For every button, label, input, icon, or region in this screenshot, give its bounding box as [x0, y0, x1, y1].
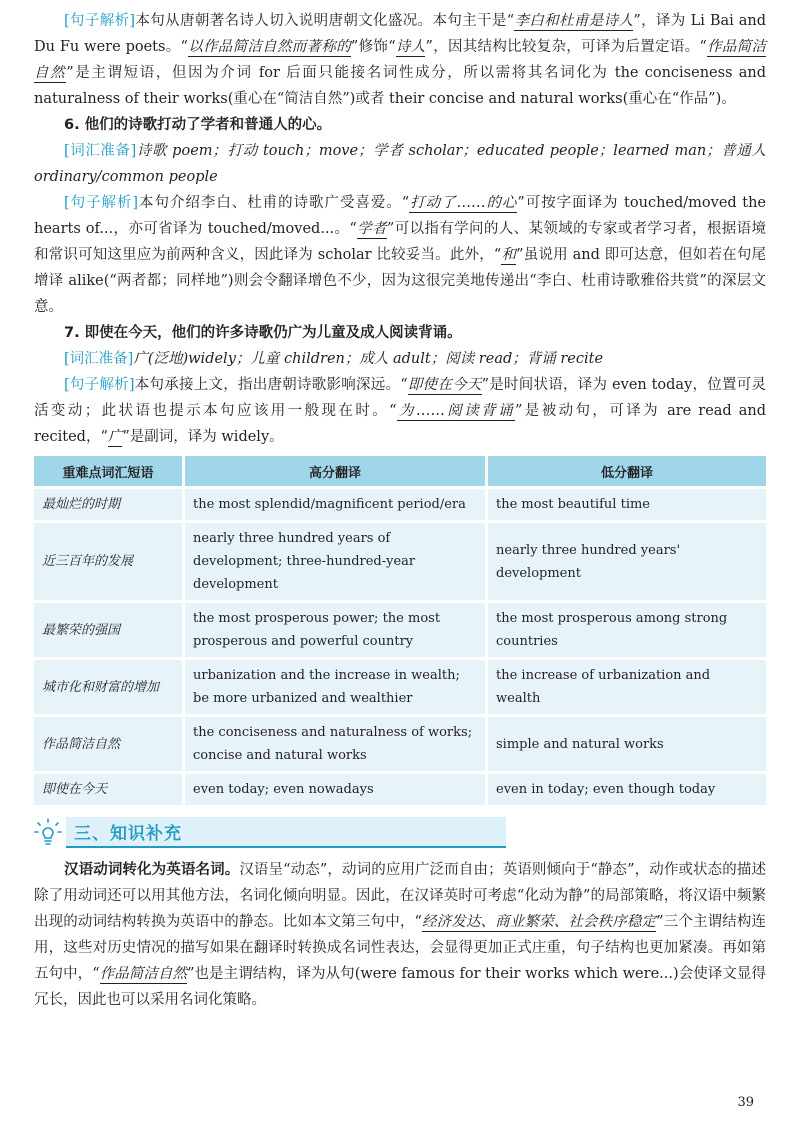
table-row: 城市化和财富的增加 urbanization and the increase in wealth; be more urbanized and wealthier the increase of urbanization and wealth	[34, 657, 766, 714]
vocab-prep-tag: [词汇准备]	[64, 351, 134, 367]
sentence-analysis-tag: [句子解析]	[64, 13, 136, 29]
sentence-analysis-tag: [句子解析]	[64, 377, 135, 393]
page-number: 39	[737, 1095, 754, 1110]
vocab-prep-tag: [词汇准备]	[64, 143, 137, 159]
sentence-7-heading: 7. 即使在今天，他们的许多诗歌仍广为儿童及成人阅读背诵。	[64, 325, 462, 341]
header-low-score: 低分翻译	[488, 456, 766, 486]
analysis-paragraph-6: [句子解析]本句介绍李白、杜甫的诗歌广受喜爱。“打动了……的心”可按字面译为 touched/moved the hearts of...，亦可省译为 touched/moved...。“学者”可以指有学问的人、某领域的专家或者学习者，根据语境和常识可知这里应为前两种含义，因此译为 scholar 比较妥当。此外，“和”虽说用 and 即可达意，但如若在句尾增译 alike(“两者都；同样地”)则会令翻译增色不少，因为这很完美地传递出“李白、杜甫诗歌雅俗共赏”的深层文意。	[34, 195, 766, 315]
table-row: 最繁荣的强国 the most prosperous power; the most prosperous and powerful country the most prosperous among strong countries	[34, 600, 766, 657]
sentence-6-heading: 6. 他们的诗歌打动了学者和普通人的心。	[64, 117, 332, 133]
knowledge-supplement-section-header	[34, 817, 766, 847]
supplement-paragraph: 汉语动词转化为英语名词。汉语呈“动态”，动词的应用广泛而自由；英语则倾向于“静态”，动作或状态的描述除了用动词还可以用其他方法，名词化倾向明显。因此，在汉译英时可考虑“化动为静”的局部策略，将汉语中频繁出现的动词结构转换为英语中的静态。比如本文第三句中，“经济发达、商业繁荣、社会秩序稳定”三个主谓结构连用，这些对历史情况的描写如果在翻译时转换成名词性表达，会显得更加正式庄重，句子结构也更加紧凑。再如第五句中，“作品简洁自然”也是主谓结构，译为从句(were famous for their works which were...)会使译文显得冗长，因此也可以采用名词化策略。	[34, 862, 766, 1008]
table-header-row	[34, 456, 766, 486]
section-title: 三、知识补充	[66, 817, 506, 848]
table-row: 作品简洁自然 the conciseness and naturalness of works; concise and natural works simple and natural works	[34, 714, 766, 771]
vocab-prep-6: [词汇准备]诗歌 poem；打动 touch；move；学者 scholar；educated people；learned man；普通人 ordinary/common people	[34, 143, 766, 185]
vocab-prep-7: [词汇准备]广(泛地)widely；儿童 children；成人 adult；阅读 read；背诵 recite	[64, 351, 604, 367]
sentence-analysis-tag: [句子解析]	[64, 195, 139, 211]
header-high-score: 高分翻译	[185, 456, 488, 486]
table-row: 即使在今天 even today; even nowadays even in today; even though today	[34, 771, 766, 805]
lightbulb-icon	[34, 818, 62, 846]
table-row: 最灿烂的时期 the most splendid/magnificent period/era the most beautiful time	[34, 486, 766, 520]
table-row: 近三百年的发展 nearly three hundred years of development; three-hundred-year development nearly three hundred years' development	[34, 520, 766, 600]
analysis-paragraph-7: [句子解析]本句承接上文，指出唐朝诗歌影响深远。“即使在今天”是时间状语，译为 even today，位置可灵活变动；此状语也提示本句应该用一般现在时。“为……阅读背诵”是被动句，可译为 are read and recited，“广”是副词，译为 widely。	[34, 377, 766, 445]
analysis-paragraph-5: [句子解析]本句从唐朝著名诗人切入说明唐朝文化盛况。本句主干是“李白和杜甫是诗人”，译为 Li Bai and Du Fu were poets。“以作品简洁自然而著称的”修饰“诗人”，因其结构比较复杂，可译为后置定语。“作品简洁自然”是主谓短语，但因为介词 for 后面只能接名词性成分，所以需将其名词化为 the conciseness and naturalness of their works(重心在“简洁自然”)或者 their concise and natural works(重心在“作品”)。	[34, 13, 766, 107]
header-key-phrase: 重难点词汇短语	[34, 456, 185, 486]
page-content	[34, 8, 766, 1013]
translation-comparison-table	[34, 456, 766, 805]
